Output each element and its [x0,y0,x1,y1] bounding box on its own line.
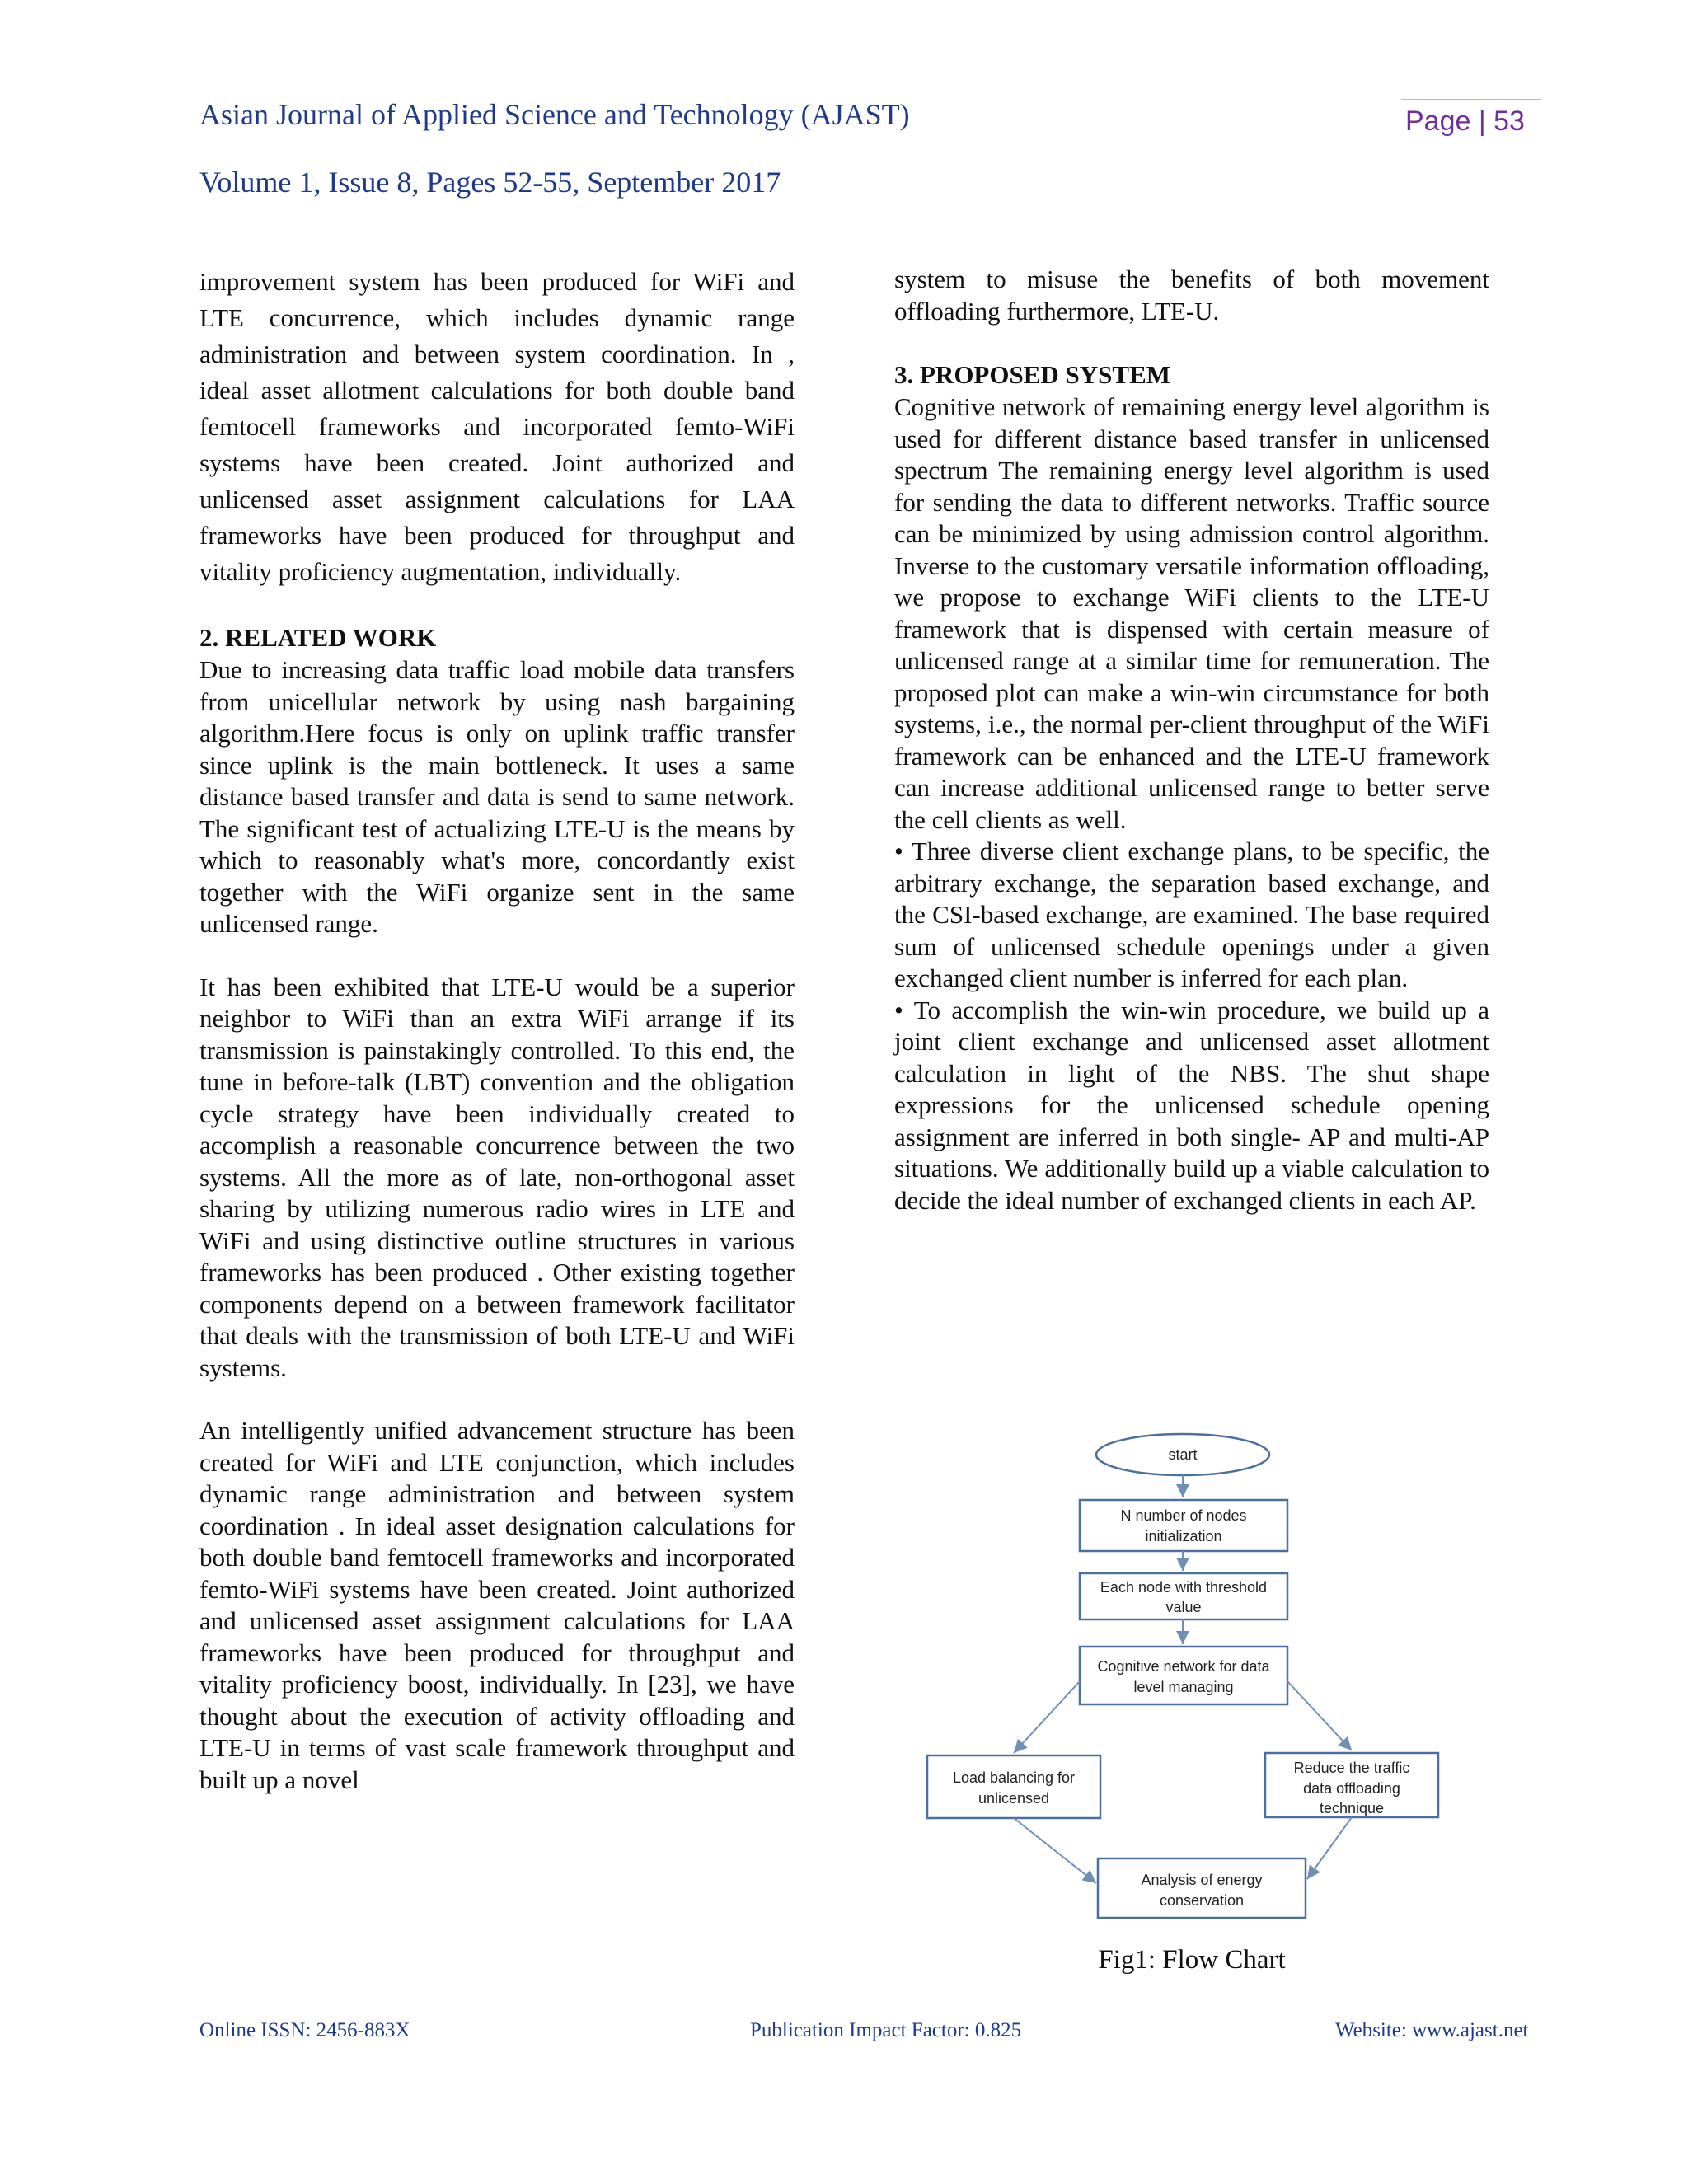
flow-node-3-line-2: level managing [1133,1679,1234,1695]
header-rule [1401,99,1541,100]
continuation-paragraph: system to misuse the benefits of both movement offloading furthermore, LTE-U. [894,265,1489,326]
flow-node-2-line-1: Each node with threshold [1100,1579,1268,1596]
page-number: Page | 53 [1405,105,1525,137]
figure-caption: Fig1: Flow Chart [1098,1945,1286,1975]
footer-website: Website: www.ajast.net [1335,2019,1529,2041]
footer-impact-factor: Publication Impact Factor: 0.825 [750,2019,1022,2041]
bullet-item-1: • Three diverse client exchange plans, to be specific, the arbitrary exchange, the separation based exchange, and the CSI-based exchange, are examined. The base required sum of unlicensed schedule openings under a given exchanged client number is inferred for each plan. [894,837,1489,992]
flowchart-figure [915,1422,1459,1957]
flow-node-1-line-2: initialization [1145,1528,1222,1544]
section-3-heading: 3. PROPOSED SYSTEM [894,360,1171,389]
flow-node-4-line-1: Load balancing for [952,1769,1076,1786]
flow-arrow-4 [1014,1681,1080,1753]
flow-node-1-line-1: N number of nodes [1120,1507,1247,1524]
bullet-item-2: • To accomplish the win-win procedure, we build up a joint client exchange and unlicensed asset allotment calculation in light of the NBS. The shut shape expressions for the unlicensed schedule opening assignment are inferred in both single- AP and multi-AP situations. We additionally build up a viable calculation to decide the ideal number of exchanged clients in each AP. [894,995,1489,1215]
flowchart-svg [915,1422,1459,1957]
section-2-heading: 2. RELATED WORK [199,623,437,652]
flow-node-6-line-2: conservation [1159,1892,1245,1909]
section-2-paragraph-3: An intelligently unified advancement structure has been created for WiFi and LTE conjunction, which includes dynamic range administration and between system coordination . In ideal asset designation calculations for both double band femtocell frameworks and incorporated femto-WiFi systems have been created. Joint authorized and unlicensed asset assignment calculations for LAA frameworks have been produced for throughput and vitality proficiency boost, individually. In [23], we have thought about the execution of activity offloading and LTE-U in terms of vast scale framework throughput and built up a novel [199,1416,795,1794]
flow-node-3-line-1: Cognitive network for data [1097,1658,1270,1675]
flow-node-2-line-2: value [1165,1599,1202,1615]
flow-node-5-line-2: data offloading [1303,1780,1400,1797]
section-2-paragraph-1: Due to increasing data traffic load mobile data transfers from unicellular network by using nash bargaining algorithm.Here focus is only on uplink traffic transfer since uplink is the main bottleneck. It uses a same distance based transfer and data is send to same network. The significant test of actualizing LTE-U is the means by which to reasonably what's more, concordantly exist together with the WiFi organize sent in the same unlicensed range. [199,655,795,938]
section-2-paragraph-2: It has been exhibited that LTE-U would be a superior neighbor to WiFi than an extra WiFi arrange if its transmission is painstakingly controlled. To this end, the tune in before-talk (LBT) convention and the obligation cycle strategy have been individually created to accomplish a reasonable concurrence between the two systems. All the more as of late, non-orthogonal asset sharing by utilizing numerous radio wires in LTE and WiFi and using distinctive outline structures in various frameworks has been produced . Other existing together components depend on a between framework facilitator that deals with the transmission of both LTE-U and WiFi systems. [199,972,795,1382]
section-3-paragraph-1: Cognitive network of remaining energy level algorithm is used for different distance based transfer in unlicensed spectrum The remaining energy level algorithm is used for sending the data to different networks. Traffic source can be minimized by using admission control algorithm. Inverse to the customary versatile information offloading, we propose to exchange WiFi clients to the LTE-U framework that is dispensed with certain measure of unlicensed range at a similar time for remuneration. The proposed plot can make a win-win circumstance for both systems, i.e., the normal per-client throughput of the WiFi framework can be enhanced and the LTE-U framework can increase additional unlicensed range to better serve the cell clients as well. [894,392,1489,834]
right-column [894,264,1489,1216]
volume-line: Volume 1, Issue 8, Pages 52-55, September 2017 [199,166,781,199]
flow-node-4 [927,1755,1100,1818]
journal-title: Asian Journal of Applied Science and Technology (AJAST) [199,98,910,131]
flow-node-6-line-1: Analysis of energy [1141,1872,1263,1888]
flow-arrow-7 [1307,1817,1352,1879]
flow-arrow-5 [1287,1681,1352,1750]
flow-arrow-6 [1014,1818,1096,1883]
left-column [199,264,795,1796]
flow-node-6 [1098,1858,1306,1918]
flow-node-5-line-3: technique [1319,1800,1385,1816]
footer-issn: Online ISSN: 2456-883X [199,2019,410,2041]
flow-node-4-line-2: unlicensed [978,1790,1050,1807]
flow-node-3 [1080,1647,1287,1704]
flow-node-5-line-1: Reduce the traffic [1293,1760,1410,1776]
flow-start-label: start [1168,1446,1198,1463]
intro-paragraph: improvement system has been produced for WiFi and LTE concurrence, which includes dynamic range administration and between system coordination. In , ideal asset allotment calculations for both double band femtocell frameworks and incorporated femto-WiFi systems have been created. Joint authorized and unlicensed asset assignment calculations for LAA frameworks have been produced for throughput and vitality proficiency augmentation, individually. [199,267,795,586]
